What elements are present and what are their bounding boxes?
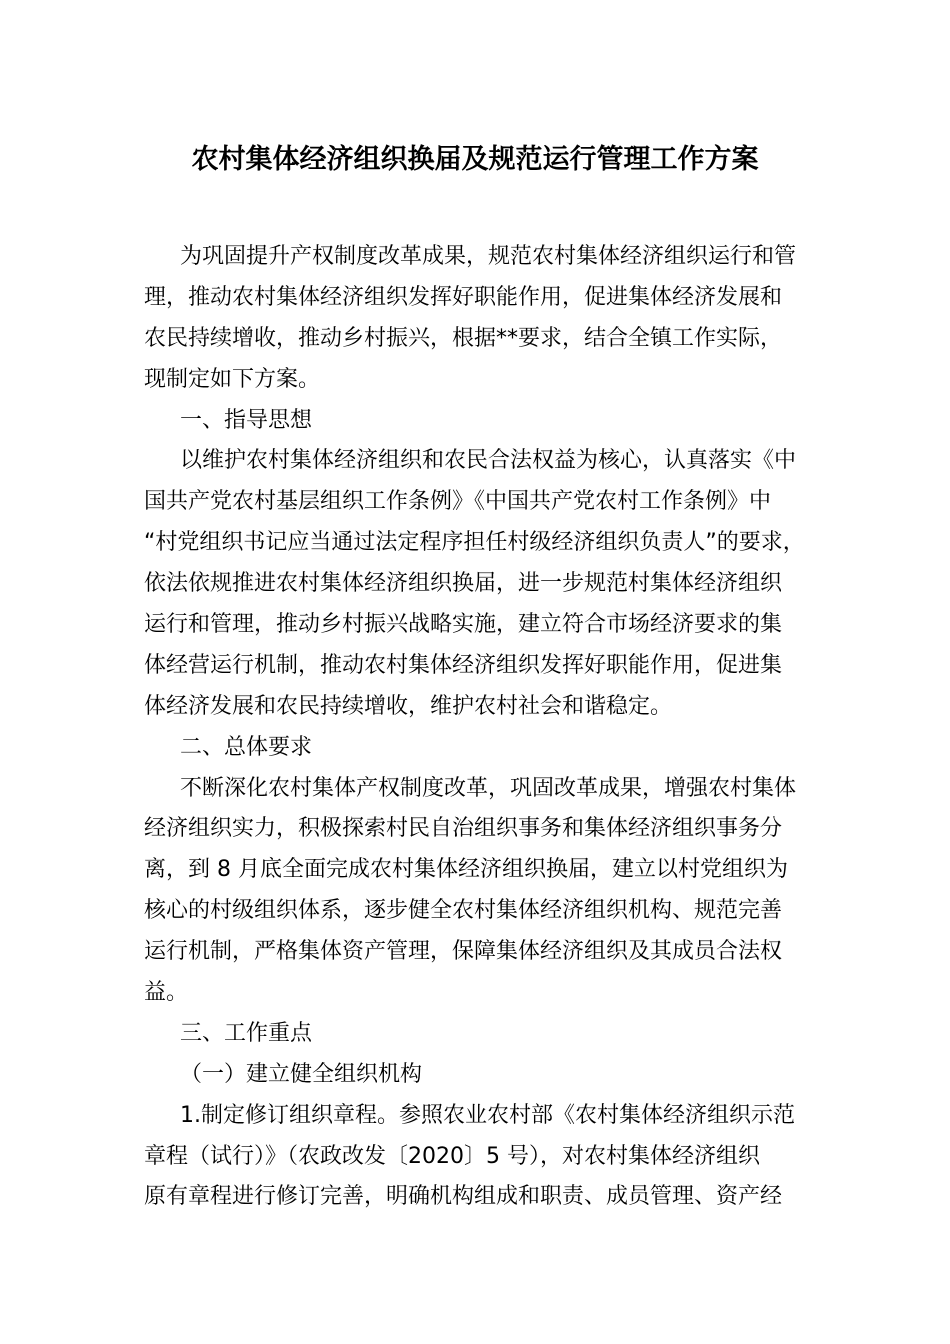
paragraph-line: 核心的村级组织体系，逐步健全农村集体经济组织机构、规范完善 bbox=[144, 898, 783, 924]
document-body bbox=[144, 237, 824, 1218]
document-title: 农村集体经济组织换届及规范运行管理工作方案 bbox=[191, 144, 759, 175]
paragraph-line: 三、工作重点 bbox=[180, 1020, 313, 1046]
paragraph-line: 运行和管理，推动乡村振兴战略实施，建立符合市场经济要求的集 bbox=[144, 612, 783, 638]
paragraph-line: （一）建立健全组织机构 bbox=[180, 1061, 423, 1087]
paragraph-line: 二、总体要求 bbox=[180, 734, 313, 760]
paragraph-line: “村党组织书记应当通过法定程序担任村级经济组织负责人”的要求， bbox=[144, 530, 805, 556]
paragraph-line: 运行机制，严格集体资产管理，保障集体经济组织及其成员合法权 bbox=[144, 939, 783, 965]
paragraph-line: 理，推动农村集体经济组织发挥好职能作用，促进集体经济发展和 bbox=[144, 284, 783, 310]
paragraph-line: 益。 bbox=[144, 980, 189, 1006]
paragraph-line: 章程（试行）》（农政改发〔2020〕5 号），对农村集体经济组织 bbox=[144, 1143, 760, 1169]
paragraph-line: 国共产党农村基层组织工作条例》《中国共产党农村工作条例》中 bbox=[144, 489, 772, 515]
paragraph-line: 体经营运行机制，推动农村集体经济组织发挥好职能作用，促进集 bbox=[144, 652, 783, 678]
paragraph-line: 经济组织实力，积极探索村民自治组织事务和集体经济组织事务分 bbox=[144, 816, 783, 842]
paragraph-line: 以维护农村集体经济组织和农民合法权益为核心，认真落实《中 bbox=[180, 448, 797, 474]
paragraph-line: 不断深化农村集体产权制度改革，巩固改革成果，增强农村集体 bbox=[180, 775, 797, 801]
paragraph-line: 现制定如下方案。 bbox=[144, 366, 321, 392]
paragraph-line: 原有章程进行修订完善，明确机构组成和职责、成员管理、资产经 bbox=[144, 1184, 783, 1210]
paragraph-line: 1.制定修订组织章程。参照农业农村部《农村集体经济组织示范 bbox=[180, 1102, 795, 1128]
paragraph-line: 一、指导思想 bbox=[180, 407, 313, 433]
paragraph-line: 为巩固提升产权制度改革成果，规范农村集体经济组织运行和管 bbox=[180, 244, 797, 269]
paragraph-line: 体经济发展和农民持续增收，维护农村社会和谐稳定。 bbox=[144, 693, 673, 719]
paragraph-line: 农民持续增收，推动乡村振兴，根据**要求，结合全镇工作实际， bbox=[144, 325, 783, 351]
paragraph-line: 依法依规推进农村集体经济组织换届，进一步规范村集体经济组织 bbox=[144, 571, 783, 597]
paragraph-line: 离，到 8 月底全面完成农村集体经济组织换届，建立以村党组织为 bbox=[144, 857, 788, 883]
